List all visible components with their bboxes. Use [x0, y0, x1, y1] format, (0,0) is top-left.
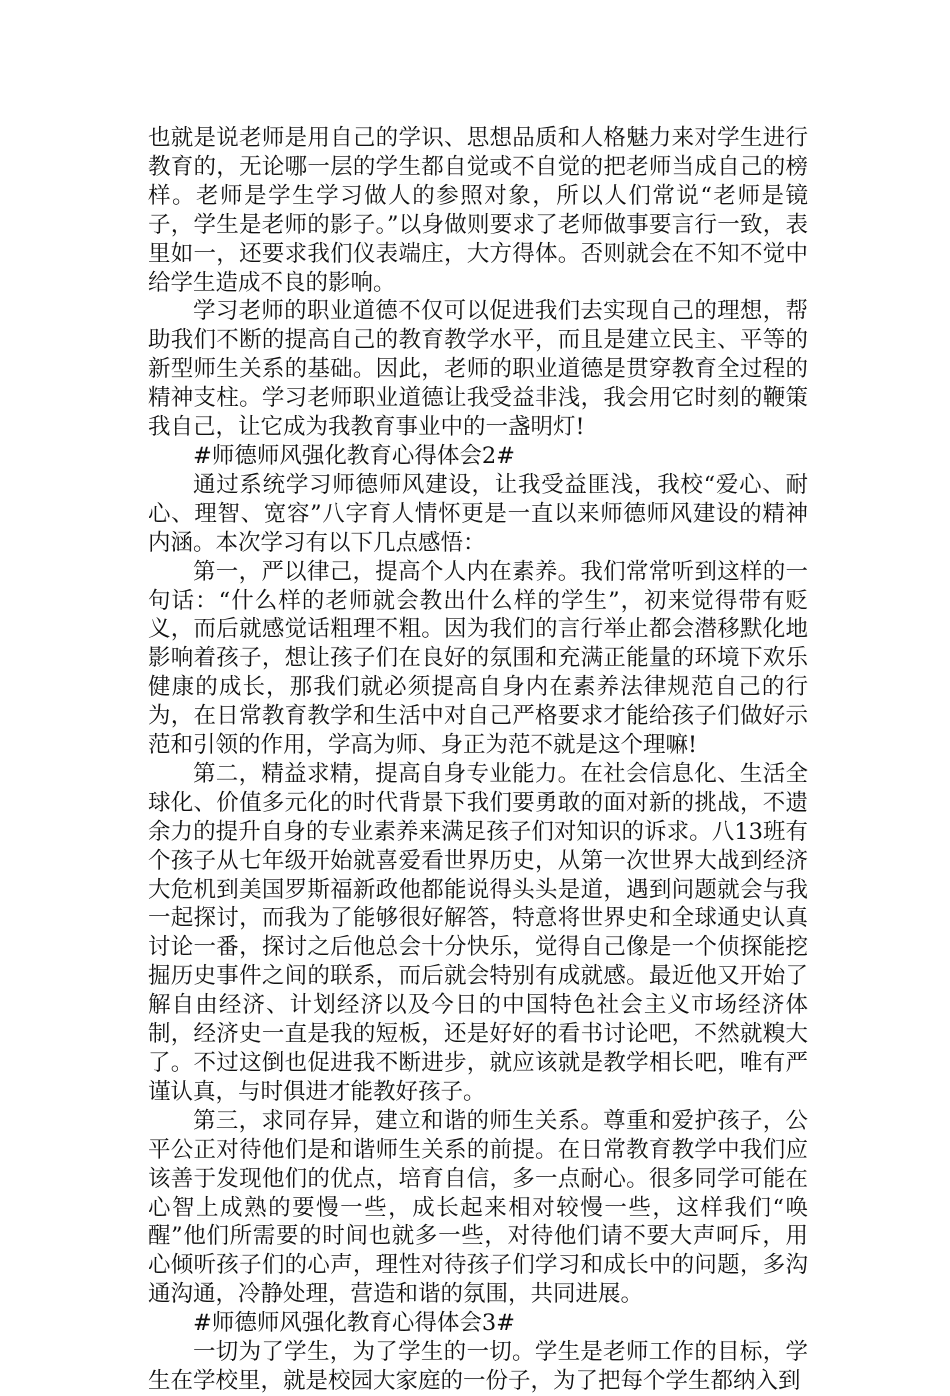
paragraph-5: 第二，精益求精，提高自身专业能力。在社会信息化、生活全球化、价值多元化的时代背景下我们要勇敢的面对新的挑战，不遗余力的提升自身的专业素养来满足孩子们对知识的诉求。八13班有个孩子从七年级开始就喜爱看世界历史，从第一次世界大战到经济大危机到美国罗斯福新政他都能说得头头是道，遇到问题就会与我一起探讨，而我为了能够很好解答，特意将世界史和全球通史认真讨论一番，探讨之后他总会十分快乐，觉得自己像是一个侦探能挖掘历史事件之间的联系，而后就会特别有成就感。最近他又开始了解自由经济、计划经济以及今日的中国特色社会主义市场经济体制，经济史一直是我的短板，还是好好的看书讨论吧，不然就糗大了。不过这倒也促进我不断进步，就应该就是教学相长吧，唯有严谨认真，与时俱进才能教好孩子。 — [148, 760, 808, 1105]
document-body — [148, 124, 808, 1396]
paragraph-4: 第一，严以律己，提高个人内在素养。我们常常听到这样的一句话：“什么样的老师就会教出什么样的学生”，初来觉得带有贬义，而后就感觉话粗理不粗。因为我们的言行举止都会潜移默化地影响着孩子，想让孩子们在良好的氛围和充满正能量的环境下欢乐健康的成长，那我们就必须提高自身内在素养法律规范自己的行为，在日常教育教学和生活中对自己严格要求才能给孩子们做好示范和引领的作用，学高为师、身正为范不就是这个理嘛! — [148, 558, 808, 759]
section-heading-3: #师德师风强化教育心得体会3# — [193, 1310, 516, 1337]
paragraph-1: 也就是说老师是用自己的学识、思想品质和人格魅力来对学生进行教育的，无论哪一层的学生都自觉或不自觉的把老师当成自己的榜样。老师是学生学习做人的参照对象，所以人们常说“老师是镜子，学生是老师的影子。”以身做则要求了老师做事要言行一致，表里如一，还要求我们仪表端庄，大方得体。否则就会在不知不觉中给学生造成不良的影响。 — [148, 125, 808, 296]
paragraph-2: 学习老师的职业道德不仅可以促进我们去实现自己的理想，帮助我们不断的提高自己的教育教学水平，而且是建立民主、平等的新型师生关系的基础。因此，老师的职业道德是贯穿教育全过程的精神支柱。学习老师职业道德让我受益非浅，我会用它时刻的鞭策我自己，让它成为我教育事业中的一盏明灯! — [148, 298, 808, 441]
section-heading-2: #师德师风强化教育心得体会2# — [193, 442, 516, 469]
paragraph-3: 通过系统学习师德师风建设，让我受益匪浅，我校“爱心、耐心、理智、宽容”八字育人情怀更是一直以来师德师风建设的精神内涵。本次学习有以下几点感悟： — [148, 471, 808, 556]
paragraph-6: 第三，求同存异，建立和谐的师生关系。尊重和爱护孩子，公平公正对待他们是和谐师生关系的前提。在日常教育教学中我们应该善于发现他们的优点，培育自信，多一点耐心。很多同学可能在心智上成熟的要慢一些，成长起来相对较慢一些，这样我们“唤醒”他们所需要的时间也就多一些，对待他们请不要大声呵斥，用心倾听孩子们的心声，理性对待孩子们学习和成长中的问题，多沟通沟通，冷静处理，营造和谐的氛围，共同进展。 — [148, 1107, 808, 1308]
paragraph-7: 一切为了学生，为了学生的一切。学生是老师工作的目标，学生在学校里，就是校园大家庭的一份子，为了把每个学生都纳入到 — [148, 1339, 808, 1394]
